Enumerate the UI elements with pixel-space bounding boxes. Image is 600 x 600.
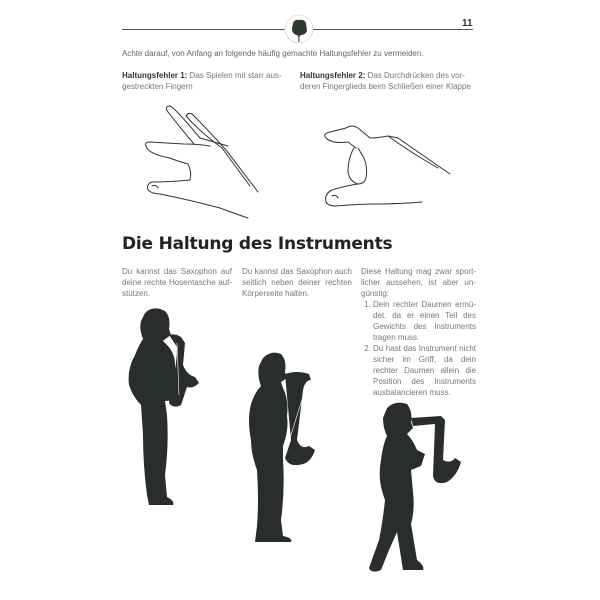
stretched-fingers-hand-icon [140,102,270,220]
header-rule-right [313,29,473,30]
posture-fault-2 [300,70,475,92]
page-number: 11 [462,18,473,29]
saxophone-player-emblem-icon [284,14,314,44]
section-title: Die Haltung des Instruments [122,234,393,254]
text-column-3 [361,266,476,398]
reason-item: 2. Du hast das Instrument nicht sicher im Griff, da dein rechter Daumen allein die Position des Instruments ausbalancieren muss. [373,343,476,398]
fault-label: Haltungsfehler 1: [122,71,188,80]
reason-list [361,299,476,398]
column-3-intro: Diese Haltung mag zwar sportlicher aussehen, ist aber ungünstig: [361,267,476,298]
fault-text: Das Spielen mit starr ausgestreckten Fingern [122,71,282,91]
fault-label: Haltungsfehler 2: [300,71,366,80]
reason-item: 1. Dein rechter Daumen ermüdet, da er einen Teil des Gewichts des Instruments tragen muss. [373,299,476,343]
header-rule-left [122,29,285,30]
posture-fault-1 [122,70,287,92]
fault-text: Das Durchdrücken des vorderen Fingerglieds beim Schließen einer Klappe [300,71,471,91]
saxophonist-side-hold-silhouette [245,350,320,545]
text-column-2: Du kannst das Saxophon auch seitlich neben deiner rechten Körperseite halten. [242,267,352,298]
saxophonist-front-hold-silhouette [365,400,465,575]
saxophonist-hip-support-silhouette [125,305,205,515]
text-column-1: Du kannst das Saxophon auf deine rechte Hosentasche aufstützen. [122,267,232,298]
bent-fingertip-hand-icon [318,118,458,213]
intro-text: Achte darauf, von Anfang an folgende häufig gemachte Haltungsfehler zu vermeiden. [122,49,424,58]
